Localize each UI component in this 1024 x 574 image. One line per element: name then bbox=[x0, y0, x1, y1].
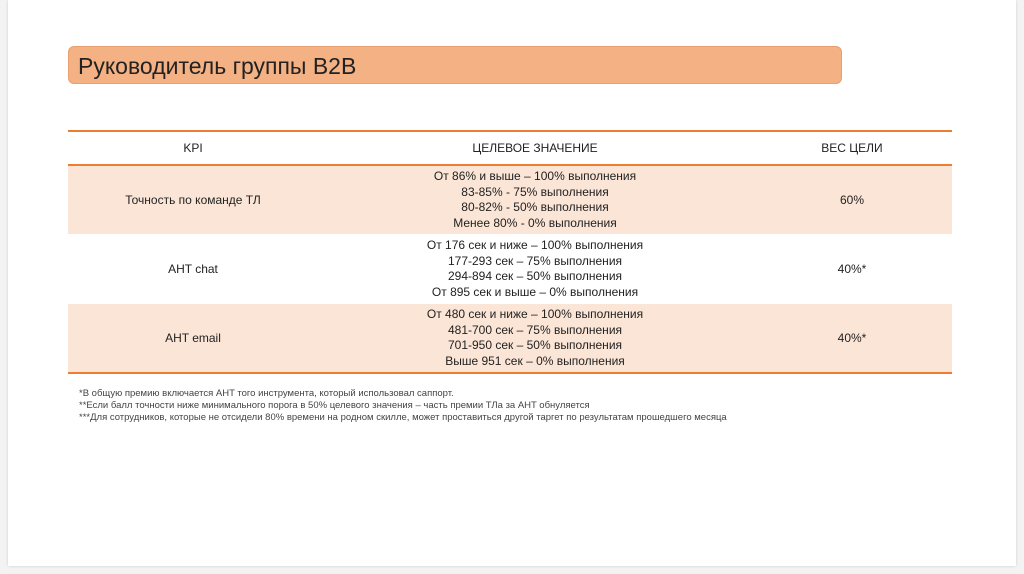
header-target: ЦЕЛЕВОЕ ЗНАЧЕНИЕ bbox=[318, 131, 752, 165]
kpi-name: AHT chat bbox=[68, 235, 318, 304]
target-values bbox=[318, 165, 752, 235]
target-line: 294-894 сек – 50% выполнения bbox=[447, 269, 623, 283]
target-line: От 895 сек и выше – 0% выполнения bbox=[431, 284, 639, 299]
weight-value: 40%* bbox=[752, 235, 952, 304]
kpi-table bbox=[68, 130, 952, 374]
target-values bbox=[318, 304, 752, 374]
weight-value: 60% bbox=[752, 165, 952, 235]
slide bbox=[8, 0, 1016, 566]
title-bar bbox=[68, 46, 842, 84]
kpi-name: AHT email bbox=[68, 304, 318, 374]
target-line: От 480 сек и ниже – 100% выполнения bbox=[426, 307, 644, 321]
target-line: От 176 сек и ниже – 100% выполнения bbox=[426, 238, 644, 252]
header-weight: ВЕС ЦЕЛИ bbox=[752, 131, 952, 165]
table-row bbox=[68, 235, 952, 304]
target-line: 80-82% - 50% выполнения bbox=[461, 200, 609, 214]
target-line: 701-950 сек – 50% выполнения bbox=[447, 338, 623, 352]
target-line: 177-293 сек – 75% выполнения bbox=[447, 253, 623, 268]
target-line: 83-85% - 75% выполнения bbox=[461, 184, 609, 199]
weight-value: 40%* bbox=[752, 304, 952, 374]
footnote: *В общую премию включается AHT того инструмента, который использовал саппорт. bbox=[79, 388, 454, 399]
page-title: Руководитель группы B2B bbox=[78, 53, 357, 79]
target-line: Выше 951 сек – 0% выполнения bbox=[445, 353, 625, 368]
table-row bbox=[68, 165, 952, 235]
target-line: Менее 80% - 0% выполнения bbox=[453, 215, 617, 230]
kpi-name: Точность по команде ТЛ bbox=[68, 165, 318, 235]
target-line: 481-700 сек – 75% выполнения bbox=[447, 322, 623, 337]
footnote: ***Для сотрудников, которые не отсидели 80% времени на родном скилле, может проставиться другой таргет по результатам прошедшего месяца bbox=[79, 412, 727, 423]
target-line: От 86% и выше – 100% выполнения bbox=[433, 169, 637, 183]
footnotes bbox=[79, 388, 939, 424]
table-row bbox=[68, 304, 952, 374]
header-kpi: KPI bbox=[68, 131, 318, 165]
table-header-row bbox=[68, 131, 952, 165]
footnote: **Если балл точности ниже минимального порога в 50% целевого значения – часть премии ТЛа за AHT обнуляется bbox=[79, 400, 590, 411]
target-values bbox=[318, 235, 752, 304]
